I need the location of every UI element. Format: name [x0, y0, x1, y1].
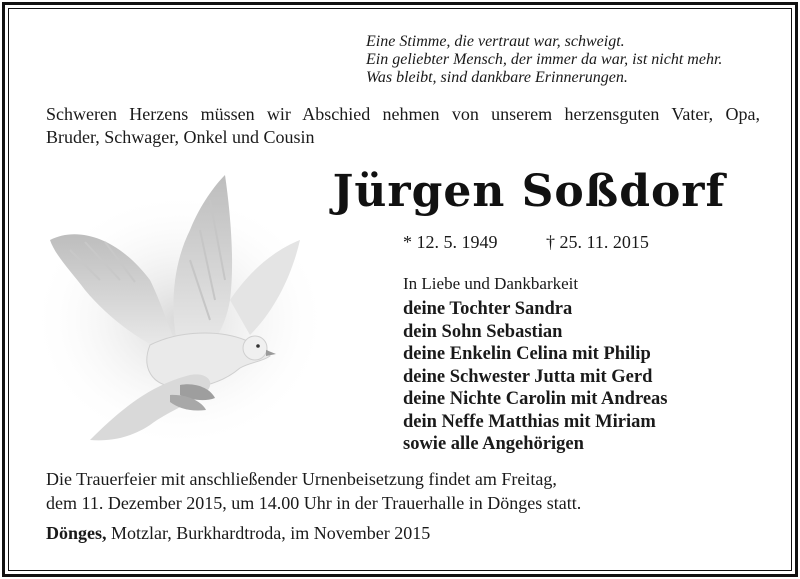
poem-line: Ein geliebter Mensch, der immer da war, ist nicht mehr.	[366, 51, 723, 68]
place-town: Dönges,	[46, 523, 107, 543]
mourner-line: deine Nichte Carolin mit Andreas	[403, 389, 668, 409]
death-date: † 25. 11. 2015	[546, 232, 649, 252]
service-info	[46, 467, 581, 515]
service-line: Die Trauerfeier mit anschließender Urnenbeisetzung findet am Freitag,	[46, 469, 557, 489]
mourner-line: deine Enkelin Celina mit Philip	[403, 344, 651, 364]
poem-line: Eine Stimme, die vertraut war, schweigt.	[366, 33, 625, 50]
mourner-line: deine Tochter Sandra	[403, 299, 573, 319]
mourner-line: dein Sohn Sebastian	[403, 321, 563, 342]
mourner-line: dein Neffe Matthias mit Miriam	[403, 411, 656, 432]
poem-line: Was bleibt, sind dankbare Erinnerungen.	[366, 69, 628, 86]
intro-line: Schweren Herzens müssen wir Abschied nehmen von unserem herzensguten Vater, Opa,	[46, 104, 760, 124]
life-dates	[403, 232, 649, 253]
mourner-line: sowie alle Angehörigen	[403, 434, 584, 454]
poem	[366, 33, 722, 87]
mourners-list	[403, 298, 667, 456]
place-rest: Motzlar, Burkhardtroda, im November 2015	[106, 523, 431, 543]
service-line: dem 11. Dezember 2015, um 14.00 Uhr in der Trauerhalle in Dönges statt.	[46, 493, 582, 513]
place-date-line	[46, 523, 430, 544]
mourners-heading: In Liebe und Dankbarkeit	[403, 274, 579, 293]
deceased-name: Jürgen Soßdorf	[332, 166, 726, 217]
dove-icon	[30, 170, 330, 450]
intro-line: Bruder, Schwager, Onkel und Cousin	[46, 127, 315, 147]
intro-text	[46, 103, 760, 149]
mourner-line: deine Schwester Jutta mit Gerd	[403, 366, 653, 387]
birth-date: * 12. 5. 1949	[403, 232, 498, 252]
